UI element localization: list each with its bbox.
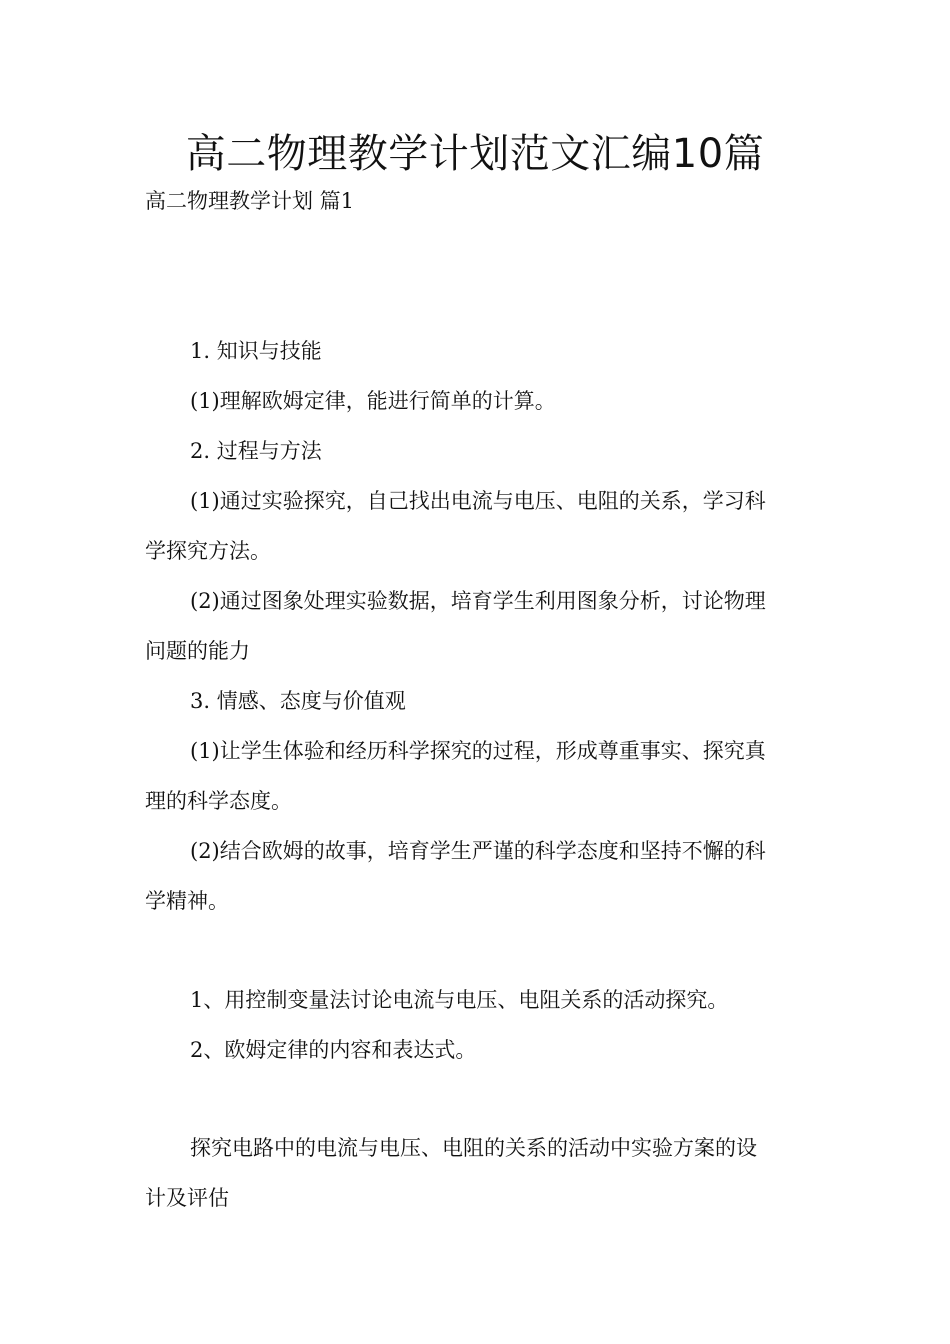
- paragraph-line: 探究电路中的电流与电压、电阻的关系的活动中实验方案的设: [190, 1136, 757, 1160]
- paragraph-line: 问题的能力: [145, 639, 250, 663]
- paragraph-line: 1、用控制变量法讨论电流与电压、电阻关系的活动探究。: [190, 988, 729, 1012]
- paragraph-line: 计及评估: [145, 1186, 229, 1210]
- paragraph-line: (1)通过实验探究，自己找出电流与电压、电阻的关系，学习科: [190, 489, 766, 513]
- section-heading: 高二物理教学计划 篇1: [145, 189, 355, 213]
- paragraph-line: (1)理解欧姆定律，能进行简单的计算。: [190, 389, 556, 413]
- document-title: 高二物理教学计划范文汇编10篇: [185, 131, 765, 177]
- paragraph-line: 学精神。: [145, 889, 229, 913]
- paragraph-line: (1)让学生体验和经历科学探究的过程，形成尊重事实、探究真: [190, 739, 766, 763]
- paragraph-line: 3. 情感、态度与价值观: [190, 689, 406, 713]
- paragraph-line: 2、欧姆定律的内容和表达式。: [190, 1038, 477, 1062]
- paragraph-line: (2)通过图象处理实验数据，培育学生利用图象分析，讨论物理: [190, 589, 766, 613]
- paragraph-line: (2)结合欧姆的故事，培育学生严谨的科学态度和坚持不懈的科: [190, 839, 766, 863]
- paragraph-line: 学探究方法。: [145, 539, 271, 563]
- paragraph-line: 理的科学态度。: [145, 789, 292, 813]
- paragraph-line: 1. 知识与技能: [190, 339, 322, 363]
- paragraph-line: 2. 过程与方法: [190, 439, 322, 463]
